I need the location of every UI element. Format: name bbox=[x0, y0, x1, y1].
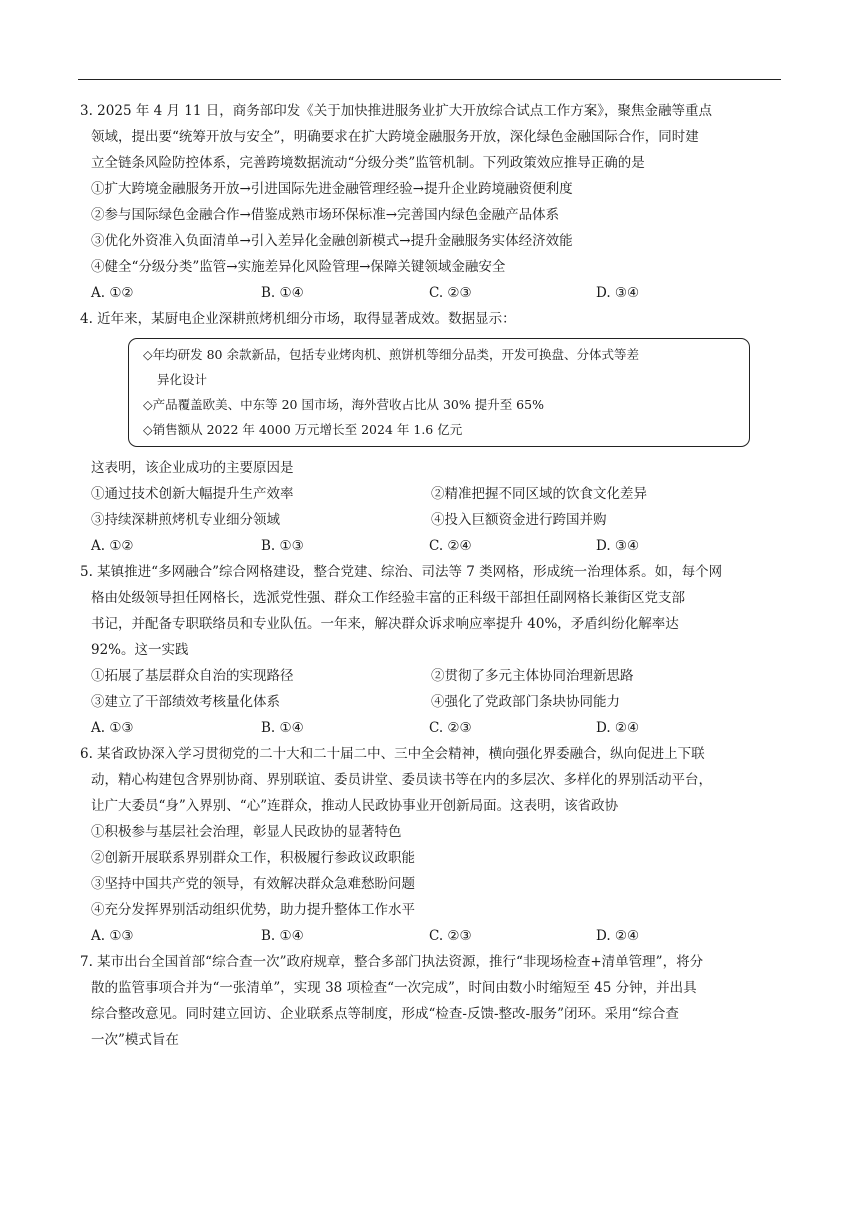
statement-item: ③坚持中国共产党的领导，有效解决群众急难愁盼问题 bbox=[91, 876, 415, 892]
option-c: C. ②④ bbox=[429, 538, 472, 554]
question-stem-line: 4. 近年来，某厨电企业深耕煎烤机细分市场，取得显著成效。数据显示： bbox=[80, 311, 516, 327]
data-box-line: ◇年均研发 80 余款新品，包括专业烤肉机、煎饼机等细分品类，开发可换盘、分体式等差 bbox=[143, 347, 639, 362]
statement-row bbox=[80, 481, 780, 507]
question-4 bbox=[80, 306, 780, 559]
option-a: A. ①③ bbox=[91, 720, 134, 736]
question-stem-line: 综合整改意见。同时建立回访、企业联系点等制度，形成“检查-反馈-整改-服务”闭环。采用“综合查 bbox=[91, 1006, 679, 1022]
option-b: B. ①③ bbox=[261, 538, 304, 554]
statement-item: ①扩大跨境金融服务开放→引进国际先进金融管理经验→提升企业跨境融资便利度 bbox=[91, 181, 573, 197]
option-d: D. ②④ bbox=[596, 928, 640, 944]
exam-page bbox=[80, 98, 780, 1053]
option-b: B. ①④ bbox=[261, 285, 304, 301]
statement-item: ②贯彻了多元主体协同治理新思路 bbox=[431, 668, 634, 684]
question-stem-line: 格由处级领导担任网格长，选派党性强、群众工作经验丰富的正科级干部担任副网格长兼街区党支部 bbox=[91, 590, 685, 606]
statement-item: ②参与国际绿色金融合作→借鉴成熟市场环保标准→完善国内绿色金融产品体系 bbox=[91, 207, 560, 223]
option-d: D. ③④ bbox=[596, 538, 640, 554]
statement-item: ③建立了干部绩效考核量化体系 bbox=[91, 694, 280, 710]
answer-options bbox=[80, 715, 780, 741]
question-stem-line: 领域，提出要“统筹开放与安全”，明确要求在扩大跨境金融服务开放，深化绿色金融国际合作，同时建 bbox=[91, 129, 699, 145]
answer-options bbox=[80, 923, 780, 949]
statement-item: ④健全“分级分类”监管→实施差异化风险管理→保障关键领域金融安全 bbox=[91, 259, 506, 275]
option-c: C. ②③ bbox=[429, 285, 472, 301]
statement-item: ①通过技术创新大幅提升生产效率 bbox=[91, 486, 294, 502]
question-stem-line: 7. 某市出台全国首部“综合查一次”政府规章，整合多部门执法资源，推行“非现场检查+清单管理”，将分 bbox=[80, 954, 704, 970]
data-box bbox=[128, 338, 750, 447]
question-stem-line: 5. 某镇推进“多网融合”综合网格建设，整合党建、综治、司法等 7 类网格，形成统一治理体系。如，每个网 bbox=[80, 564, 723, 580]
statement-row bbox=[80, 689, 780, 715]
statement-item: ③持续深耕煎烤机专业细分领域 bbox=[91, 512, 280, 528]
data-box-line: 异化设计 bbox=[157, 372, 208, 387]
header-rule bbox=[78, 79, 781, 80]
question-stem-line: 立全链条风险防控体系，完善跨境数据流动“分级分类”监管机制。下列政策效应推导正确的是 bbox=[91, 155, 645, 171]
question-tail: 这表明，该企业成功的主要原因是 bbox=[91, 460, 294, 476]
answer-options bbox=[80, 280, 780, 306]
question-stem-line: 散的监管事项合并为“一张清单”，实现 38 项检查“一次完成”，时间由数小时缩短至 45 分钟，并出具 bbox=[91, 980, 697, 996]
question-3 bbox=[80, 98, 780, 306]
option-a: A. ①② bbox=[91, 538, 134, 554]
question-6 bbox=[80, 741, 780, 949]
option-d: D. ②④ bbox=[596, 720, 640, 736]
question-5 bbox=[80, 559, 780, 741]
data-box-line: ◇产品覆盖欧美、中东等 20 国市场，海外营收占比从 30% 提升至 65% bbox=[143, 397, 544, 412]
option-d: D. ③④ bbox=[596, 285, 640, 301]
statement-item: ②精准把握不同区域的饮食文化差异 bbox=[431, 486, 647, 502]
question-stem-line: 动，精心构建包含界别协商、界别联谊、委员讲堂、委员读书等在内的多层次、多样化的界别活动平台， bbox=[91, 772, 712, 788]
statement-row bbox=[80, 663, 780, 689]
statement-item: ①拓展了基层群众自治的实现路径 bbox=[91, 668, 294, 684]
statement-item: ①积极参与基层社会治理，彰显人民政协的显著特色 bbox=[91, 824, 402, 840]
option-c: C. ②③ bbox=[429, 720, 472, 736]
question-stem-line: 书记，并配备专职联络员和专业队伍。一年来，解决群众诉求响应率提升 40%，矛盾纠纷化解率达 bbox=[91, 616, 679, 632]
question-stem-line: 6. 某省政协深入学习贯彻党的二十大和二十届二中、三中全会精神，横向强化界委融合，纵向促进上下联 bbox=[80, 746, 705, 762]
statement-item: ③优化外资准入负面清单→引入差异化金融创新模式→提升金融服务实体经济效能 bbox=[91, 233, 573, 249]
question-stem-line: 一次”模式旨在 bbox=[91, 1032, 179, 1048]
statement-item: ②创新开展联系界别群众工作，积极履行参政议政职能 bbox=[91, 850, 415, 866]
answer-options bbox=[80, 533, 780, 559]
statement-item: ④充分发挥界别活动组织优势，助力提升整体工作水平 bbox=[91, 902, 415, 918]
statement-item: ④强化了党政部门条块协同能力 bbox=[431, 694, 620, 710]
question-stem-line: 让广大委员“身”入界别、“心”连群众，推动人民政协事业开创新局面。这表明，该省政协 bbox=[91, 798, 619, 814]
option-b: B. ①④ bbox=[261, 720, 304, 736]
question-7 bbox=[80, 949, 780, 1053]
option-a: A. ①③ bbox=[91, 928, 134, 944]
option-c: C. ②③ bbox=[429, 928, 472, 944]
question-stem-line: 92%。这一实践 bbox=[91, 642, 189, 658]
statement-row bbox=[80, 507, 780, 533]
statement-item: ④投入巨额资金进行跨国并购 bbox=[431, 512, 607, 528]
option-b: B. ①④ bbox=[261, 928, 304, 944]
data-box-line: ◇销售额从 2022 年 4000 万元增长至 2024 年 1.6 亿元 bbox=[143, 422, 463, 437]
question-stem-line: 3. 2025 年 4 月 11 日，商务部印发《关于加快推进服务业扩大开放综合试点工作方案》，聚焦金融等重点 bbox=[80, 103, 713, 119]
option-a: A. ①② bbox=[91, 285, 134, 301]
